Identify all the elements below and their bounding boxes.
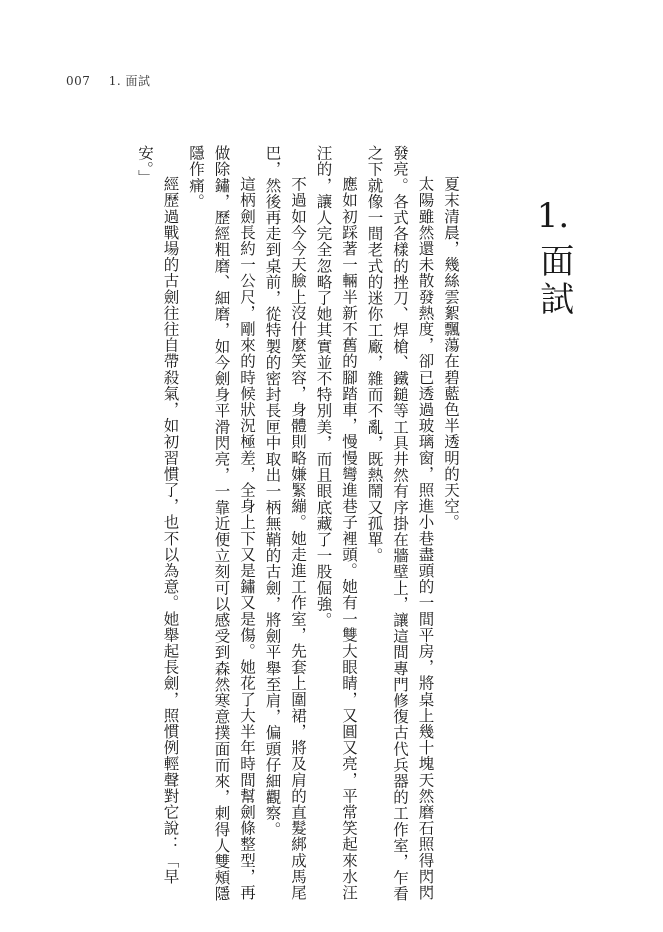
page-number: 007 [66, 74, 91, 88]
running-head [66, 72, 151, 89]
body-text [123, 145, 463, 905]
running-head-chapter: 1. 面試 [108, 74, 151, 88]
chapter-title: 面試 [533, 243, 574, 320]
paragraph: 經歷過戰場的古劍往往自帶殺氣，如初習慣了，也不以為意。她舉起長劍，照慣例輕聲對它說：「早安。」 [136, 145, 180, 885]
paragraph: 應如初踩著一輛半新不舊的腳踏車，慢慢彎進巷子裡頭。她有一雙大眼睛，又圓又亮，平常笑起來水汪汪的，讓人完全忽略了她其實並不特別美，而且眼底藏了一股倔強。 [314, 145, 358, 901]
paragraph: 不過如今今天臉上沒什麼笑容，身體則略嫌緊繃。她走進工作室，先套上圍裙，將及肩的直髮綁成馬尾巴，然後再走到桌前，從特製的密封長匣中取出一柄無鞘的古劍，將劍平舉至肩，偏頭仔細觀察。 [263, 145, 307, 901]
chapter-number: 1. [536, 196, 570, 236]
paragraph: 這柄劍長約一公尺，剛來的時候狀況極差，全身上下又是鏽又是傷。她花了大半年時間幫劍條整型，再做除鏽，歷經粗磨、細磨，如今劍身平滑閃亮，一靠近便立刻可以感受到森然寒意撲面而來，刺得人雙頰隱隱作痛。 [187, 145, 256, 902]
paragraph: 夏末清晨，幾絲雲絮飄蕩在碧藍色半透明的天空。 [442, 176, 460, 531]
chapter-heading [523, 198, 583, 319]
paragraph: 太陽雖然還未散發熱度，卻已透過玻璃窗，照進小巷盡頭的一間平房，將桌上幾十塊天然磨石照得閃閃發亮。各式各樣的挫刀、焊槍、鐵鎚等工具井然有序掛在牆壁上，讓這間專門修復古代兵器的工作室，乍看之下就像一間老式的迷你工廠，雜而不亂，既熱鬧又孤單。 [365, 145, 435, 902]
